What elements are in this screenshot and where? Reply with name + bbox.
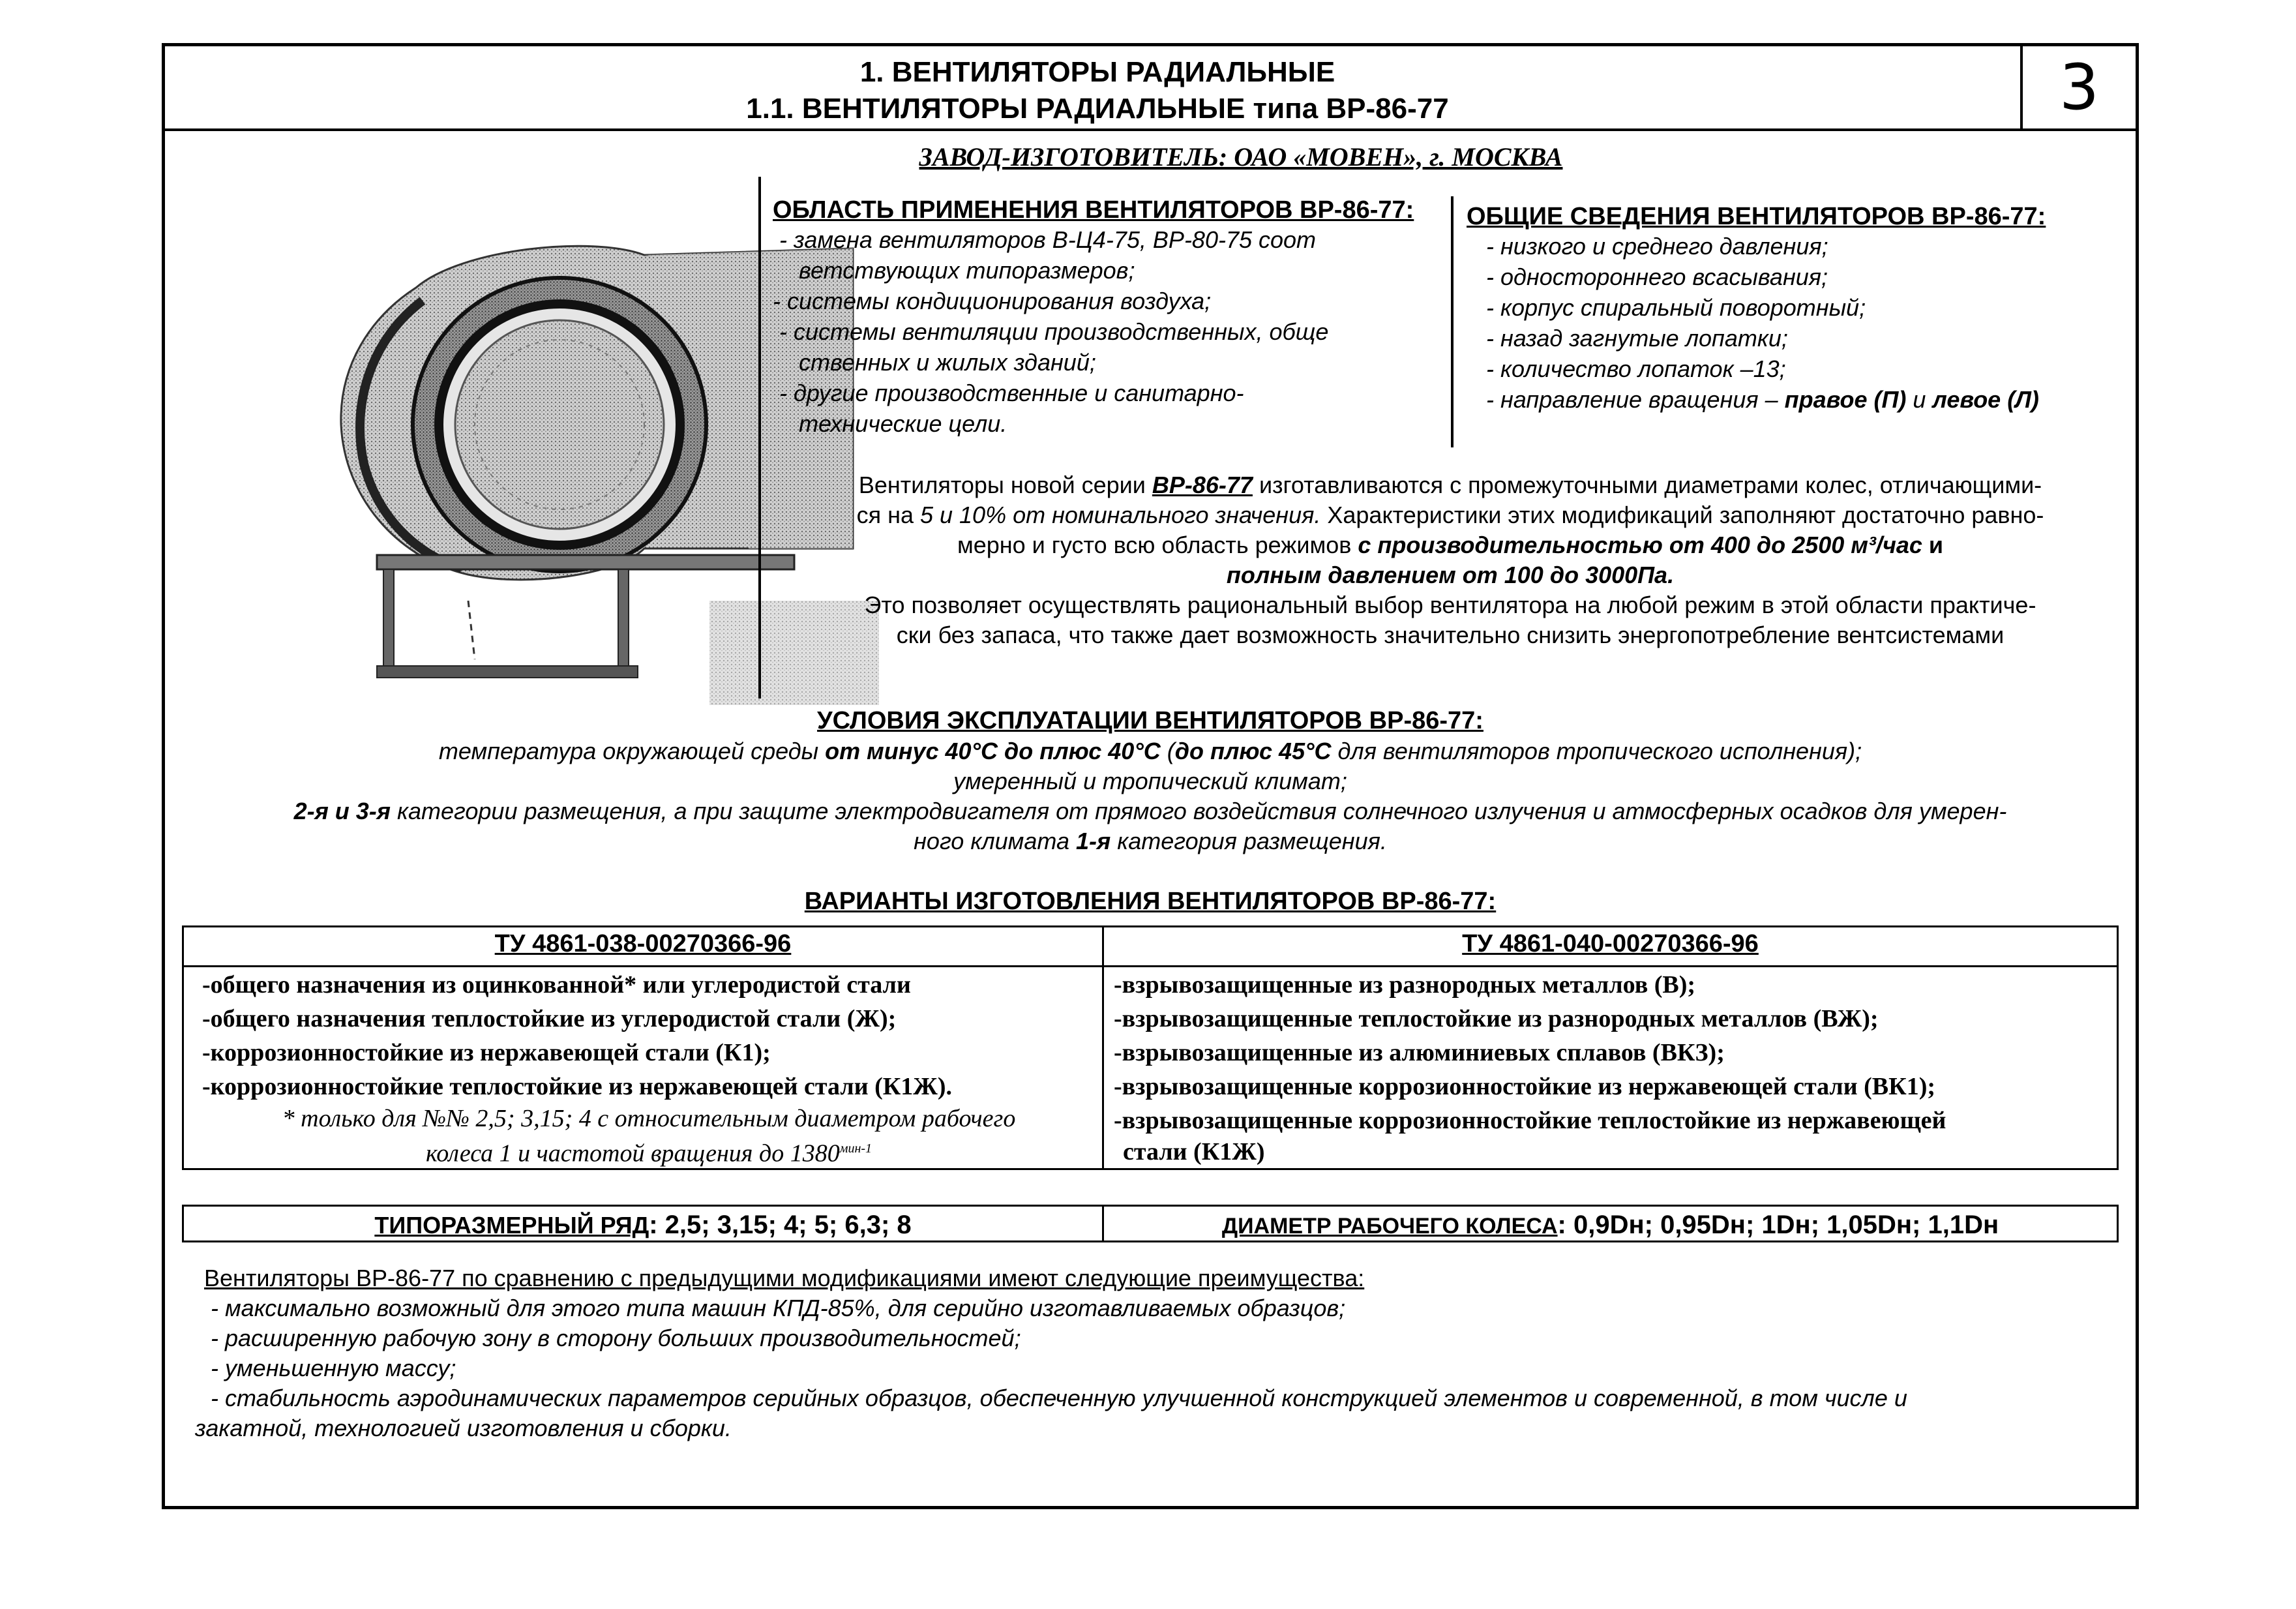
advantage-item: - расширенную рабочую зону в сторону больших производительностей; [211, 1325, 1021, 1351]
right-spec-header: ТУ 4861-040-00270366-96 [1462, 930, 1759, 957]
variant-item: -взрывозащищенные из алюминиевых сплавов (ВКЗ); [1114, 1039, 1725, 1066]
manufacturer-line: ЗАВОД-ИЗГОТОВИТЕЛЬ: ОАО «МОВЕН», г. МОСКВА [919, 142, 1563, 172]
variants-table [182, 925, 2119, 1170]
operating-text: температура окружающей среды [438, 738, 826, 764]
description-text: Характеристики этих модификаций заполняют достаточно равно- [1320, 502, 2044, 528]
sizes-strip [182, 1205, 2119, 1242]
variant-note-unit: мин-1 [839, 1141, 872, 1156]
variant-note-2 [202, 1134, 1096, 1169]
application-line: - системы вентиляции производственных, обще [779, 318, 1329, 345]
category-line-2 [185, 826, 2116, 856]
application-line: - другие производственные и санитарно- [779, 380, 1244, 406]
variant-note: * только для №№ 2,5; 3,15; 4 с относительным диаметром рабочего [282, 1105, 1016, 1132]
variant-item: -взрывозащищенные из разнородных металлов (В); [1114, 971, 1696, 999]
rotation-prefix: - направление вращения – [1486, 386, 1785, 413]
wheel-diameter-values: : 0,9Dн; 0,95Dн; 1Dн; 1,05Dн; 1,1Dн [1557, 1211, 1999, 1239]
variant-item: -взрывозащищенные коррозионностойкие теплостойкие из нержавеющей [1114, 1107, 1946, 1134]
advantage-item: - стабильность аэродинамических параметров серийных образцов, обеспеченную улучшенной конструкцией элементов и современной, в том числе и [211, 1385, 1907, 1411]
variant-item: -взрывозащищенные теплостойкие из разнородных металлов (ВЖ); [1114, 1005, 1879, 1032]
general-section [1467, 203, 2125, 415]
application-line: - системы кондиционирования воздуха; [773, 288, 1212, 314]
description-line [769, 530, 2132, 560]
size-range-values: : 2,5; 3,15; 4; 5; 6,3; 8 [649, 1211, 912, 1239]
application-line: ветствующих типоразмеров; [799, 257, 1135, 284]
page-frame [162, 43, 2139, 1509]
general-line: - назад загнутые лопатки; [1486, 325, 1788, 352]
variants-heading: ВАРИАНТЫ ИЗГОТОВЛЕНИЯ ВЕНТИЛЯТОРОВ ВР-86-77: [804, 888, 1497, 915]
advantages-intro: Вентиляторы ВР-86-77 по сравнению с предыдущими модификациями имеют следующие преимущества: [204, 1265, 1365, 1291]
general-heading: ОБЩИЕ СВЕДЕНИЯ ВЕНТИЛЯТОРОВ ВР-86-77: [1467, 203, 2046, 230]
description-line [769, 470, 2132, 500]
description-line: ски без запаса, что также дает возможность значительно снизить энергопотребление вентсистемами [896, 622, 2005, 648]
column-divider [758, 177, 761, 699]
description-text: и [1922, 532, 1944, 558]
rotation-and: и [1906, 386, 1933, 413]
temperature-line [185, 736, 2116, 766]
description-line: Это позволяет осуществлять рациональный выбор вентилятора на любой режим в этой области практиче- [864, 592, 2036, 618]
application-section [773, 196, 1444, 439]
description-text: изготавливаются с промежуточными диаметрами колес, отличающими- [1252, 472, 2042, 498]
wheel-diameter-label: ДИАМЕТР РАБОЧЕГО КОЛЕСА [1221, 1214, 1558, 1239]
rotation-left: левое (Л) [1932, 386, 2039, 413]
title-header [165, 46, 2136, 131]
general-line: - корпус спиральный поворотный; [1486, 294, 1866, 321]
application-line: - замена вентиляторов В-Ц4-75, ВР-80-75 соот [779, 226, 1317, 253]
right-variants-list [1114, 968, 2111, 1166]
operating-text: категория размещения. [1111, 828, 1387, 854]
advantages-section [195, 1263, 2119, 1443]
temperature-range: от минус 40°С до плюс 40°С [825, 738, 1161, 764]
variant-item: -общего назначения из оцинкованной* или углеродистой стали [202, 971, 911, 999]
climate-line: умеренный и тропический климат; [953, 768, 1347, 794]
application-line: технические цели. [799, 410, 1007, 437]
category-value: 1-я [1075, 828, 1111, 854]
advantage-item: - уменьшенную массу; [211, 1355, 456, 1381]
left-spec-header: ТУ 4861-038-00270366-96 [494, 930, 792, 957]
description-line [769, 500, 2132, 530]
operating-heading: УСЛОВИЯ ЭКСПЛУАТАЦИИ ВЕНТИЛЯТОРОВ ВР-86-77: [817, 707, 1483, 734]
size-range [184, 1209, 1102, 1241]
title-line-2: 1.1. ВЕНТИЛЯТОРЫ РАДИАЛЬНЫЕ типа ВР-86-77 [746, 93, 1449, 125]
general-line: - низкого и среднего давления; [1486, 233, 1828, 260]
description-text: мерно и густо всю область режимов [957, 532, 1358, 558]
title-block [165, 54, 2030, 127]
temperature-tropical: до плюс 45°С [1174, 738, 1332, 764]
wheel-diameter [1104, 1209, 2117, 1242]
percent-text: 5 и 10% от номинального значения. [919, 502, 1321, 528]
description-text: ся на [856, 502, 920, 528]
general-line: - одностороннего всасывания; [1486, 263, 1828, 290]
application-line: ственных и жилых зданий; [799, 349, 1096, 376]
variant-item: стали (К1Ж) [1123, 1138, 1265, 1165]
category-line [185, 796, 2116, 826]
title-line-1: 1. ВЕНТИЛЯТОРЫ РАДИАЛЬНЫЕ [859, 56, 1335, 88]
series-name: ВР-86-77 [1152, 472, 1253, 498]
performance-range: с производительностью от 400 до 2500 м³/час [1358, 532, 1922, 558]
operating-text: ( [1160, 738, 1175, 764]
variant-item: -взрывозащищенные коррозионностойкие из нержавеющей стали (ВК1); [1114, 1073, 1936, 1100]
table-column-divider [1102, 927, 1104, 1168]
application-heading: ОБЛАСТЬ ПРИМЕНЕНИЯ ВЕНТИЛЯТОРОВ ВР-86-77: [773, 196, 1414, 224]
variant-item: -общего назначения теплостойкие из углеродистой стали (Ж); [202, 1005, 897, 1032]
left-variants-list [202, 968, 1096, 1169]
rotation-right: правое (П) [1784, 386, 1907, 413]
advantage-item: закатной, технологией изготовления и сборки. [195, 1415, 732, 1441]
size-range-label: ТИПОРАЗМЕРНЫЙ РЯД [374, 1212, 649, 1239]
variant-item: -коррозионностойкие теплостойкие из нержавеющей стали (К1Ж). [202, 1073, 953, 1100]
general-line: - количество лопаток –13; [1486, 355, 1786, 382]
variant-note-text: колеса 1 и частотой вращения до 1380 [425, 1139, 840, 1167]
advantage-item: - максимально возможный для этого типа машин КПД-85%, для серийно изготавливаемых образцов; [211, 1295, 1346, 1321]
rotation-line [1467, 384, 2125, 415]
operating-text: ного климата [914, 828, 1076, 854]
operating-text: категории размещения, а при защите электродвигателя от прямого воздействия солнечного излучения и атмосферных осадков для умерен- [391, 798, 2007, 824]
column-divider-2 [1451, 196, 1454, 447]
table-header-divider [184, 965, 2117, 967]
page-number: 3 [2059, 51, 2100, 124]
operating-section [185, 705, 2116, 856]
category-value: 2-я и 3-я [293, 798, 391, 824]
variant-item: -коррозионностойкие из нержавеющей стали (К1); [202, 1039, 771, 1066]
operating-text: для вентиляторов тропического исполнения); [1331, 738, 1862, 764]
description-text: Вентиляторы новой серии [858, 472, 1152, 498]
pressure-range: полным давлением от 100 до 3000Па. [1226, 562, 1675, 588]
description-section [769, 470, 2132, 650]
